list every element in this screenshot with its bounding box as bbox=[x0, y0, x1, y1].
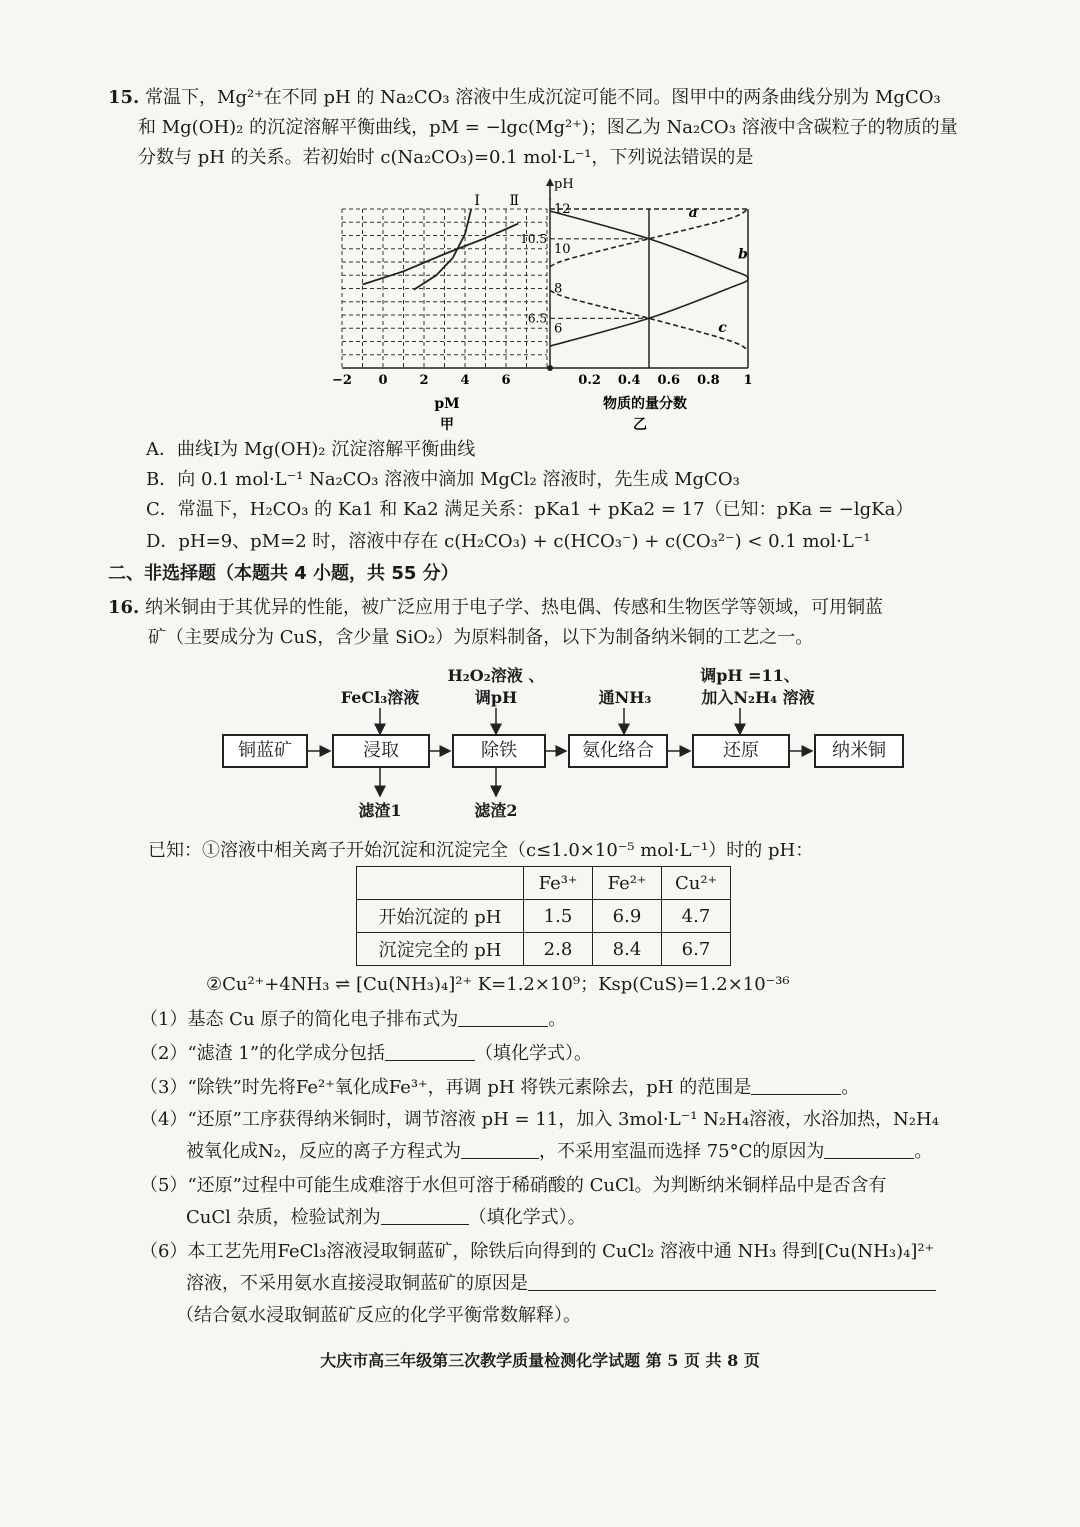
answer-blank-4a[interactable] bbox=[461, 1140, 539, 1159]
table-row: 开始沉淀的 pH 1.5 6.9 4.7 bbox=[357, 900, 731, 933]
flow-reagent2a: H₂O₂溶液 、 bbox=[447, 666, 545, 685]
table-header-fe2: Fe²⁺ bbox=[593, 867, 662, 900]
q16-sub4-line1: （4）“还原”工序获得纳米铜时，调节溶液 pH = 11，加入 3mol·L⁻¹ N₂H₄溶液，水浴加热，N₂H₄ bbox=[140, 1109, 939, 1130]
q16-sub5-line1: （5）“还原”过程中可能生成难溶于水但可溶于稀硝酸的 CuCl。为判断纳米铜样品中是否含有 bbox=[140, 1175, 887, 1196]
chart-yi-ytick: 8 bbox=[554, 281, 563, 297]
flow-reagent3: 通NH₃ bbox=[598, 688, 652, 707]
q15-stem-line1: 15. 常温下，Mg²⁺在不同 pH 的 Na₂CO₃ 溶液中生成沉淀可能不同。图甲中的两条曲线分别为 MgCO₃ bbox=[108, 87, 941, 108]
flow-reagent4b: 加入N₂H₄ 溶液 bbox=[701, 688, 815, 707]
flow-box-leach: 浸取 bbox=[332, 734, 430, 768]
chart-yi-xtick: 0.6 bbox=[657, 373, 681, 388]
flow-box-reduction: 还原 bbox=[692, 734, 790, 768]
chart-yi-ytick: 12 bbox=[554, 202, 571, 217]
q16-known1: 已知：①溶液中相关离子开始沉淀和沉淀完全（c≤1.0×10⁻⁵ mol·L⁻¹）时的 pH： bbox=[148, 840, 814, 861]
answer-blank-2[interactable] bbox=[385, 1042, 475, 1061]
answer-blank-6[interactable] bbox=[528, 1272, 936, 1291]
table-row: 沉淀完全的 pH 2.8 8.4 6.7 bbox=[357, 933, 731, 966]
q15-option-c[interactable]: C．常温下，H₂CO₃ 的 Ka1 和 Ka2 满足关系：pKa1 + pKa2 = 17（已知：pKa = −lgKa） bbox=[146, 499, 914, 520]
chart-yi-annotation: 10.5 bbox=[520, 231, 547, 246]
flow-reagent1: FeCl₃溶液 bbox=[340, 688, 420, 707]
q16-sub3: （3）“除铁”时先将Fe²⁺氧化成Fe³⁺，再调 pH 将铁元素除去，pH 的范围是 。 bbox=[140, 1077, 860, 1098]
table-header-fe3: Fe³⁺ bbox=[524, 867, 593, 900]
chart-jia-xtick: 2 bbox=[419, 373, 429, 388]
flow-box-ore: 铜蓝矿 bbox=[222, 734, 308, 768]
chart-yi-ytick: 10 bbox=[554, 241, 571, 257]
chart-yi-curve-label: a bbox=[688, 204, 698, 221]
q16-number: 16. bbox=[108, 597, 140, 618]
chart-jia-curve-label: Ⅰ bbox=[474, 193, 480, 209]
chart-jia-xtick: −2 bbox=[332, 373, 352, 388]
chart-yi-grid bbox=[550, 209, 748, 368]
ph-table bbox=[356, 866, 731, 966]
flow-box-iron-removal: 除铁 bbox=[452, 734, 546, 768]
answer-blank-5[interactable] bbox=[381, 1206, 469, 1225]
q15-stem-line2: 和 Mg(OH)₂ 的沉淀溶解平衡曲线，pM = −lgc(Mg²⁺)；图乙为 Na₂CO₃ 溶液中含碳粒子的物质的量 bbox=[138, 117, 958, 138]
chart-yi-xtick: 0.8 bbox=[697, 373, 720, 388]
flow-reagent4a: 调pH =11、 bbox=[700, 666, 800, 685]
q15-figure bbox=[320, 172, 770, 434]
flow-box-nano-copper: 纳米铜 bbox=[814, 734, 904, 768]
q16-sub1: （1）基态 Cu 原子的简化电子排布式为 。 bbox=[140, 1009, 567, 1030]
answer-blank-3[interactable] bbox=[751, 1076, 841, 1095]
chart-yi-xtick: 1 bbox=[743, 373, 753, 388]
flow-box-ammonia-complex: 氨化络合 bbox=[568, 734, 668, 768]
flow-residue2: 滤渣2 bbox=[474, 801, 518, 820]
chart-jia-grid bbox=[342, 209, 547, 368]
chart-jia-xlabel: pM bbox=[434, 396, 460, 412]
q15-stem-line3: 分数与 pH 的关系。若初始时 c(Na₂CO₃)=0.1 mol·L⁻¹，下列说法错误的是 bbox=[138, 147, 754, 168]
q16-intro-line2: 矿（主要成分为 CuS，含少量 SiO₂）为原料制备，以下为制备纳米铜的工艺之一。 bbox=[148, 627, 814, 648]
q16-sub6-line3: （结合氨水浸取铜蓝矿反应的化学平衡常数解释）。 bbox=[176, 1305, 581, 1326]
q16-sub2: （2）“滤渣 1”的化学成分包括 （填化学式）。 bbox=[140, 1043, 593, 1064]
answer-blank-1[interactable] bbox=[458, 1008, 548, 1027]
flow-residue1: 滤渣1 bbox=[358, 801, 402, 820]
section-title: 二、非选择题（本题共 4 小题，共 55 分） bbox=[108, 563, 459, 584]
chart-jia-xtick: 6 bbox=[501, 373, 511, 388]
flow-reagent2b: 调pH bbox=[474, 688, 518, 707]
q16-sub5-line2: CuCl 杂质，检验试剂为 （填化学式）。 bbox=[186, 1207, 586, 1228]
chart-jia-xtick: 4 bbox=[460, 373, 470, 388]
q15-option-b[interactable]: B．向 0.1 mol·L⁻¹ Na₂CO₃ 溶液中滴加 MgCl₂ 溶液时，先生成 MgCO₃ bbox=[146, 469, 740, 490]
chart-jia-xtick: 0 bbox=[378, 373, 388, 388]
answer-blank-4b[interactable] bbox=[824, 1140, 914, 1159]
q15-option-a[interactable]: A．曲线Ⅰ为 Mg(OH)₂ 沉淀溶解平衡曲线 bbox=[146, 439, 476, 460]
q15-number: 15. bbox=[108, 87, 140, 108]
chart-yi-curve-label: c bbox=[718, 320, 727, 337]
table-header-row bbox=[357, 867, 731, 900]
page-footer: 大庆市高三年级第三次教学质量检测化学试题 第 5 页 共 8 页 bbox=[320, 1351, 760, 1370]
chart-yi-annotation: 6.5 bbox=[527, 311, 547, 326]
chart-yi-yaxis-arrow bbox=[546, 178, 554, 186]
q15-option-d[interactable]: D．pH=9、pM=2 时，溶液中存在 c(H₂CO₃) + c(HCO₃⁻) + c(CO₃²⁻) < 0.1 mol·L⁻¹ bbox=[146, 531, 871, 552]
chart-yi-curve-label: b bbox=[738, 246, 748, 263]
chart-yi-xlabel: 物质的量分数 bbox=[603, 396, 687, 412]
chart-yi-ytick: 6 bbox=[554, 321, 563, 337]
chart-jia-curve-label: Ⅱ bbox=[509, 193, 520, 209]
chart-jia-curve-I bbox=[414, 209, 471, 290]
q16-sub6-line2: 溶液，不采用氨水直接浸取铜蓝矿的原因是 bbox=[186, 1272, 936, 1296]
chart-yi-ylabel: pH bbox=[554, 177, 574, 192]
chart-yi-title: 乙 bbox=[633, 417, 647, 433]
q16-sub4-line2: 被氧化成N₂，反应的离子方程式为 ，不采用室温而选择 75°C的原因为 。 bbox=[186, 1141, 933, 1162]
q16-sub6-line1: （6）本工艺先用FeCl₃溶液浸取铜蓝矿，除铁后向得到的 CuCl₂ 溶液中通 NH₃ 得到[Cu(NH₃)₄]²⁺ bbox=[140, 1241, 935, 1262]
chart-jia-title: 甲 bbox=[440, 417, 454, 433]
table-header-cu2: Cu²⁺ bbox=[662, 867, 731, 900]
chart-yi-xtick: 0.4 bbox=[617, 373, 641, 388]
chart-yi-xtick: 0.2 bbox=[578, 373, 601, 388]
q16-known2: ②Cu²⁺+4NH₃ ⇌ [Cu(NH₃)₄]²⁺ K=1.2×10⁹；Ksp(CuS)=1.2×10⁻³⁶ bbox=[206, 974, 790, 995]
q16-intro-line1: 16. 纳米铜由于其优异的性能，被广泛应用于电子学、热电偶、传感和生物医学等领域，可用铜蓝 bbox=[108, 597, 884, 618]
chart-origin-dot bbox=[547, 365, 553, 371]
